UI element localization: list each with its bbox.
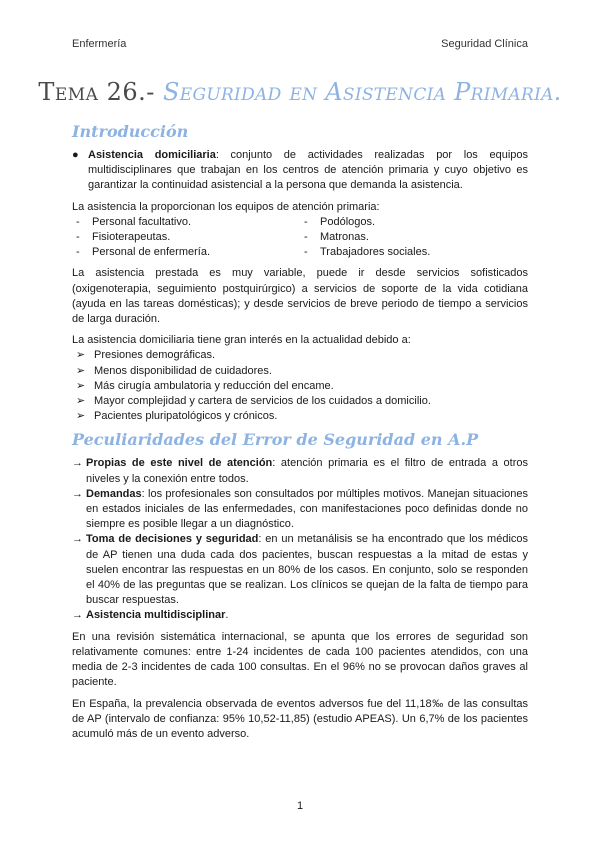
- list-item: - Matronas.: [304, 231, 369, 244]
- interest-list: [72, 348, 528, 424]
- arrow-right-icon: →: [72, 457, 83, 470]
- list-item: → Toma de decisiones y seguridad: en un metanálisis se ha encontrado que los médicos de AP tienen una duda cada dos pacientes, buscan respuestas a la mitad de estas y suelen encontrar las respuestas en un 80% de los casos. En conjunto, solo se responden el 40% de las preguntas que se realizan. Los clínicos se quejan de la falta de tiempo para buscar respuestas.: [72, 532, 528, 608]
- bullet-bold-term: Asistencia domiciliaria: [88, 149, 216, 161]
- arrow-right-icon: →: [72, 487, 83, 500]
- list-item: - Fisioterapeutas.: [76, 231, 171, 244]
- list-item: ➢ Pacientes pluripatológicos y crónicos.: [72, 409, 528, 424]
- bullet-asistencia-domiciliaria: [72, 148, 528, 194]
- title-topic-number: Tema 26.-: [38, 78, 163, 106]
- teams-list: [72, 215, 528, 261]
- list-item: ➢ Mayor complejidad y cartera de servicios de los cuidados a domicilio.: [72, 394, 528, 409]
- header-left: Enfermería: [72, 38, 127, 50]
- arrowhead-icon: ➢: [76, 395, 86, 408]
- document-body: [72, 120, 528, 748]
- arrowhead-icon: ➢: [76, 349, 86, 362]
- list-item: - Trabajadores sociales.: [304, 246, 431, 259]
- arrow-right-icon: →: [72, 533, 83, 546]
- list-item: - Podólogos.: [304, 215, 376, 228]
- list-item: - Personal facultativo.: [76, 215, 192, 228]
- header-right: Seguridad Clínica: [441, 38, 528, 50]
- list-item: → Propias de este nivel de atención: atención primaria es el filtro de entrada a otros niveles y la conexión entre todos.: [72, 456, 528, 486]
- arrowhead-icon: ➢: [76, 364, 86, 377]
- list-item: → Demandas: los profesionales son consultados por múltiples motivos. Manejan situaciones en estados iniciales de las enfermedades, con manifestaciones poco definidas donde no siempre es posible llegar a un diagnóstico.: [72, 487, 528, 533]
- list-item: ➢ Más cirugía ambulatoria y reducción del encame.: [72, 379, 528, 394]
- bullet-dot-icon: ●: [72, 149, 79, 161]
- paragraph-systematic-review: En una revisión sistemática internacional, se apunta que los errores de seguridad son relativamente comunes: entre 1-24 incidentes de cada 100 pacientes atendidos, con una media de 2-3 incidentes de cada 100 consultas. En el 96% no se provocan daños graves al paciente.: [72, 630, 528, 689]
- teams-intro: La asistencia la proporcionan los equipos de atención primaria:: [72, 200, 380, 213]
- bullet-definition: : conjunto de actividades realizadas por los equipos multidisciplinares que trabajan en los centros de atención primaria y cuyo objetivo es garantizar la continuidad asistencial a la persona que demanda la asistencia.: [88, 149, 529, 192]
- arrow-right-icon: →: [72, 609, 83, 622]
- page-number: 1: [296, 800, 304, 812]
- title-topic-name: Seguridad en Asistencia Primaria.: [163, 78, 562, 106]
- paragraph-asistencia-variable: La asistencia prestada es muy variable, puede ir desde servicios sofisticados (oxigenoterapia, seguimiento postquirúrgico) a servicios de soporte de la vida cotidiana (ayuda en las tareas domésticas); y desde servicios de breve periodo de tiempo a servicios de larga duración.: [72, 267, 528, 326]
- paragraph-spain-prevalence: En España, la prevalencia observada de eventos adversos fue del 11,18‰ de las consultas de AP (intervalo de confianza: 95% 10,52-11,85) (estudio APEAS). Un 6,7% de los pacientes acumuló más de un evento adverso.: [72, 697, 528, 740]
- interest-intro: La asistencia domiciliaria tiene gran interés en la actualidad debido a:: [72, 334, 411, 347]
- arrowhead-icon: ➢: [76, 379, 86, 392]
- peculiarities-list: [72, 456, 528, 623]
- section-heading-introduccion: Introducción: [72, 122, 189, 141]
- page-title: [0, 78, 600, 106]
- list-item: - Personal de enfermería.: [76, 246, 211, 259]
- arrowhead-icon: ➢: [76, 410, 86, 423]
- list-item: → Asistencia multidisciplinar.: [72, 608, 528, 623]
- list-item: ➢ Presiones demográficas.: [72, 348, 528, 363]
- section-heading-peculiaridades: Peculiaridades del Error de Seguridad en A.P: [72, 430, 479, 450]
- list-item: ➢ Menos disponibilidad de cuidadores.: [72, 364, 528, 379]
